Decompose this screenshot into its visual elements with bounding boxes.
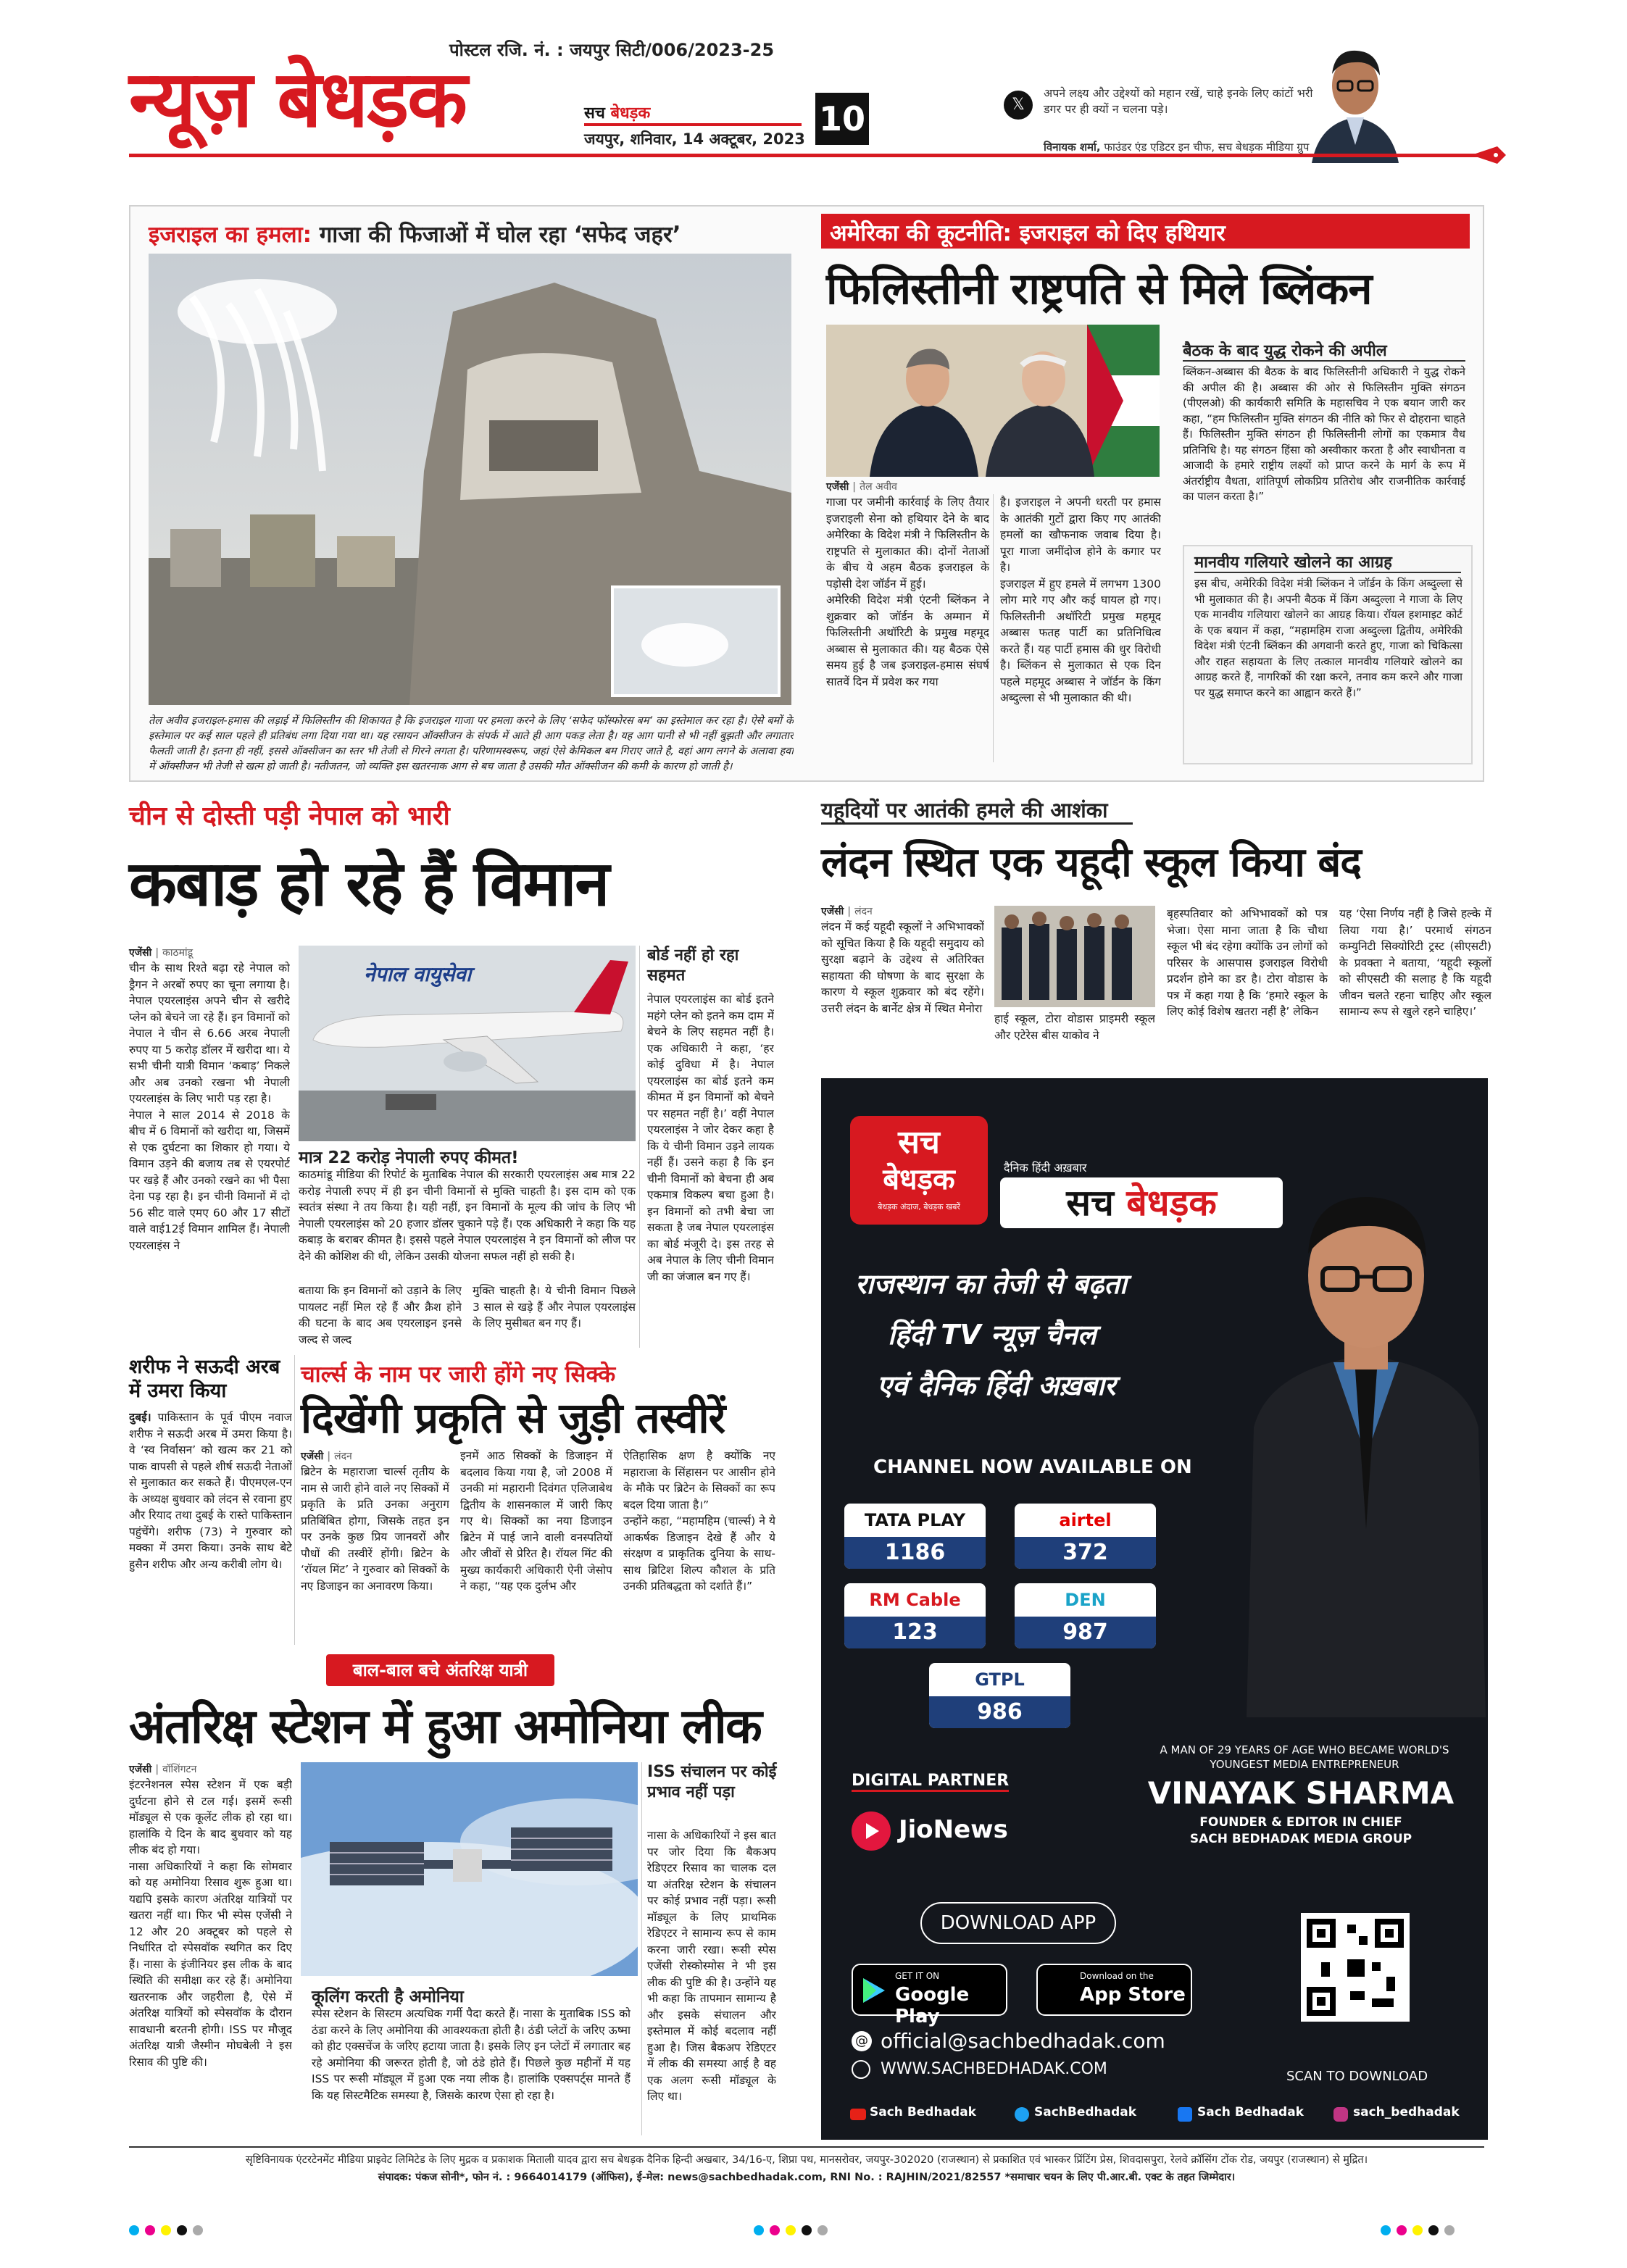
nepal-side-text: नेपाल एयरलाइंस का बोर्ड इतने महंगे प्लेन को इतने कम दाम में बेचने के लिए सहमत नहीं है। एक अधिकारी ने कहा, ‘हर कोई दुविधा में है। नेपाल एयरलाइंस का बोर्ड इतने कम कीमत में इन विमानों को बेचने पर सहमत नहीं है।’ वहीं नेपाल एयरलाइंस ने जोर देकर कहा है कि ये चीनी विमान उड़ने लायक नहीं हैं। उसने कहा है कि इन चीनी विमानों को बेचना ही अब एकमात्र विकल्प बचा हुआ है। इन विमानों को तभी बेचा जा सकता है जब नेपाल एयरलाइंस का बोर्ड मंजूरी दे। इस तरह से अब नेपाल के लिए चीनी विमान जी का जंजाल बन गए हैं। — [647, 993, 774, 1283]
digital-partner-label: DIGITAL PARTNER — [852, 1772, 1009, 1792]
ad-presenter-photo — [1247, 1152, 1486, 1717]
ad-website[interactable]: WWW.SACHBEDHADAK.COM — [881, 2060, 1107, 2078]
nepal-sub-text: काठमांडू मीडिया की रिपोर्ट के मुताबिक नेपाल की सरकारी एयरलाइंस अब मात्र 22 करोड़ नेपाली रुपए में ही इन चीनी विमानों से मुक्ति चाहती है। इस दाम को एक स्वतंत्र संस्था ने तय किया है। यही नहीं, इन विमानों के मूल्य की जांच के लिए भी नेपाली एयरलाइंस को 20 हजार डॉलर चुकाने पड़े हैं। एक अधिकारी ने कहा कि यह कबाड़ के बराबर कीमत है। इससे पहले नेपाल एयरलाइंस ने इन विमानों को लीज पर देने की कोशिश की थी, लेकिन उसकी योजना सफल नहीं हो सकी है। — [299, 1168, 636, 1263]
coins-col1: ब्रिटेन के महाराजा चार्ल्स तृतीय के नाम से जारी होने वाले नए सिक्कों में प्रकृति के प्रति उनका अनुराग प्रतिबिंबित होगा, जिसके तहत इन पर उनके कुछ प्रिय जानवरों और पौधों की तस्वीरें होंगी। ब्रिटेन के ‘रॉयल मिंट’ ने गुरुवार को सिक्कों के नए डिजाइन का अनावरण किया। — [301, 1465, 449, 1593]
blinken-abbas-photo — [826, 325, 1160, 477]
coins-headline: दिखेंगी प्रकृति से जुड़ी तस्वीरें — [301, 1393, 725, 1443]
channel-airtel: airtel 372 — [1015, 1504, 1156, 1569]
channel-rm-cable: RM Cable 123 — [844, 1583, 986, 1648]
registration-dots-center — [754, 2225, 833, 2238]
nepal-side-title: बोर्ड नहीं हो रहा सहमत — [647, 946, 739, 985]
ad-role-2: SACH BEDHADAK MEDIA GROUP — [1189, 1832, 1412, 1846]
email-icon: @ — [852, 2031, 872, 2051]
blinken-col1: गाजा पर जमीनी कार्रवाई के लिए तैयार इजराइली सेना को हथियार देने के बाद अमेरिका के विदेश मंत्री ने फिलिस्तीन के राष्ट्रपति से मुलाकात की। दोनों नेताओं के बीच ये अहम बैठक इजराइल के पड़ोसी देश जॉर्डन में हुई। अमेरिकी विदेश मंत्री एंटनी ब्लिंकन ने शुक्रवार को जॉर्डन के अम्मान में फिलिस्तीनी अथॉरिटी के प्रमुख महमूद अब्बास से मुलाकात की। यह बैठक ऐसे समय हुई है जब इजराइल-हमास संघर्ष सातवें दिन में प्रवेश कर गया — [826, 496, 989, 688]
google-play-icon — [862, 1977, 886, 2004]
ad-presenter-name: VINAYAK SHARMA — [1147, 1775, 1455, 1811]
ad-tagline-2: हिंदी TV न्यूज़ चैनल — [888, 1319, 1097, 1351]
jionews-logo-icon — [852, 1812, 891, 1851]
channel-tata-play: TATA PLAY 1186 — [844, 1504, 986, 1569]
blinken-side2-title: मानवीय गलियारे खोलने का आग्रह — [1194, 554, 1392, 572]
plane-livery-text: नेपाल वायुसेवा — [364, 962, 472, 986]
blinken-headline: फिलिस्तीनी राष्ट्रपति से मिले ब्लिंकन — [826, 264, 1372, 314]
coins-kicker: चार्ल्स के नाम पर जारी होंगे नए सिक्के — [301, 1362, 616, 1388]
masthead-tag: सच बेधड़क — [584, 104, 651, 122]
london-col1: लंदन में कई यहूदी स्कूलों ने अभिभावकों को सूचित किया है कि यहूदी समुदाय को सुरक्षा बढ़ाने के उद्देश्य से अतिरिक्त सहायता की घोषणा के बाद सुरक्षा के कारण ये स्कूल शुक्रवार को बंद रहेंगे। उत्तरी लंदन के बार्नेट क्षेत्र में स्थित मेनोरा — [821, 920, 984, 1015]
nepal-headline: कबाड़ हो रहे हैं विमान — [129, 848, 609, 920]
ad-bio: A MAN OF 29 YEARS OF AGE WHO BECAME WORLD'S YOUNGEST MEDIA ENTREPRENEUR — [1160, 1743, 1449, 1771]
blinken-side1-title: बैठक के बाद युद्ध रोकने की अपील — [1183, 342, 1387, 360]
footer-editor: संपादक: पंकज सोनी*, फोन नं. : 9664014179 (ऑफिस), ई-मेल: news@sachbedhadak.com, RNI No. : RAJHIN/2021/82557 *समाचार चयन के लिए पी.आर.बी. एक्ट के तहत जिम्मेदार। — [378, 2172, 1236, 2183]
channel-gtpl: GTPL 986 — [929, 1663, 1070, 1728]
jionews-label: JioNews — [899, 1815, 1008, 1844]
coins-dateline: एजेंसी | लंदन — [301, 1451, 352, 1462]
iss-sub-text: स्पेस स्टेशन के सिस्टम अत्यधिक गर्मी पैदा करते हैं। नासा के मुताबिक ISS को ठंडा करने के लिए अमोनिया की आवश्यकता होती है। ठंडी प्लेटों के जरिए ऊष्मा को हीट एक्सचेंज के जरिए हटाया जाता है। इसके लिए इन प्लेटों में लगातार बह रहे अमोनिया की जरूरत होती है, जो ठंडे होते हैं। पिछले कुछ महीनों में यह ISS पर रूसी मॉड्यूल में हुआ एक नया लीक है। हालांकि एक्सपर्ट्स मानते हैं कि यह सिस्टमैटिक समस्या है, जिसके कारण ऐसा हो रहा है। — [312, 2007, 631, 2102]
coins-col3: ऐतिहासिक क्षण है क्योंकि नए महाराजा के सिंहासन पर आसीन होने के मौके पर ब्रिटेन के सिक्कों का रूप बदल दिया जाता है।” उन्होंने कहा, “महामहिम (चार्ल्स) ने ये आकर्षक डिजाइन देखे हैं और ये संरक्षण व प्राकृतिक दुनिया के साथ-साथ ब्रिटिश शिल्प कौशल के प्रति उनकी प्रतिबद्धता को दर्शाते हैं।” — [623, 1449, 775, 1593]
blinken-side1: ब्लिंकन-अब्बास की बैठक के बाद फिलिस्तीनी अधिकारी ने युद्ध रोकने की अपील की है। अब्बास की ओर से फिलिस्तीन मुक्ति संगठन (पीएलओ) की कार्यकारी समिति के महासचिव ने एक बयान जारी कर कहा, “हम फिलिस्तीन मुक्ति संगठन की नीति को फिर से दोहराना चाहते हैं। फिलिस्तीन मुक्ति संगठन ही फिलिस्तीनी लोगों का एकमात्र वैध प्रतिनिधि है। यह संगठन हिंसा को अस्वीकार करता है और स्वाधीनता व आजादी के हमारे राष्ट्रीय लक्ष्यों को प्राप्त करने के मार्ग के रूप में अंतर्राष्ट्रीय वैधता, शांतिपूर्ण लोकप्रिय प्रतिरोध और राजनीतिक कार्रवाई का पालन करता है।” — [1183, 365, 1465, 503]
founder-photo — [1304, 29, 1406, 163]
gaza-smoke-photo — [149, 254, 791, 705]
israel-caption: तेल अवीव इजराइल-हमास की लड़ाई में फिलिस्तीन की शिकायत है कि इजराइल गाजा पर हमला करने के लिए ‘सफेद फॉस्फोरस बम’ का इस्तेमाल कर रहा है। ऐसे बमों के इस्तेमाल पर कई साल पहले ही प्रतिबंध लगा दिया गया था। यह रसायन ऑक्सीजन के संपर्क में आते ही आग पकड़ लेता है। यह आग पानी से भी नहीं बुझती और लगातार फैलती जाती है। इतना ही नहीं, इससे ऑक्सीजन का स्तर भी तेजी से गिरने लगता है। परिणामस्वरूप, जहां ऐसे केमिकल बम गिराए जाते है, वहां आग लगने के अलावा हवा में ऑक्सीजन भी तेजी से खत्म हो जाती है। नतीजतन, जो व्यक्ति इस खतरनाक आग से बच जाता है उसकी मौत ऑक्सीजन की कमी के कारण हो जाती है। — [149, 715, 794, 772]
iss-col1: इंटरनेशनल स्पेस स्टेशन में एक बड़ी दुर्घटना होने से टल गई। इसमें रूसी मॉड्यूल से एक कूलेंट लीक हो रहा था। हालांकि ये दिन के बाद बुधवार को यह लीक बंद हो गया। नासा अधिकारियों ने कहा कि सोमवार को यह अमोनिया रिसाव शुरू हुआ था। यद्यपि इसके कारण अंतरिक्ष यात्रियों पर खतरा नहीं था। फिर भी स्पेस एजेंसी ने 12 और 20 अक्टूबर को पहले से निर्धारित दो स्पेसवॉक स्थगित कर दिए हैं। नासा के इंजीनियर इस लीक के बाद स्थिति की समीक्षा कर रहे हैं। अमोनिया खतरनाक और जहरीला है, ऐसे में अंतरिक्ष यात्रियों को स्पेसवॉक के दौरान सावधानी बरतनी होगी। ISS पर मौजूद अंतरिक्ष यात्री जैस्मीन मोघबेली ने इस रिसाव की पुष्टि की। — [129, 1778, 292, 2069]
download-app-button[interactable]: DOWNLOAD APP — [920, 1902, 1116, 1944]
iss-headline: अंतरिक्ष स्टेशन में हुआ अमोनिया लीक — [129, 1698, 762, 1754]
twitter-icon — [1015, 2107, 1029, 2122]
iss-sub-title: कूलिंग करती है अमोनिया — [312, 1988, 464, 2006]
social-youtube[interactable]: Sach Bedhadak — [870, 2105, 976, 2119]
quote-author: विनायक शर्मा, फाउंडर एंड एडिटर इन चीफ, सच बेधड़क मीडिया ग्रुप — [1044, 141, 1310, 154]
page-number: 10 — [815, 93, 869, 145]
blinken-banner-text: अमेरिका की कूटनीति: इजराइल को दिए हथियार — [830, 220, 1226, 246]
ad-brand-main: सच बेधड़क — [1000, 1177, 1283, 1228]
blinken-dateline: एजेंसी | तेल अवीव — [826, 481, 897, 493]
london-kicker: यहूदियों पर आतंकी हमले की आशंका — [821, 798, 1108, 822]
sharif-headline: शरीफ ने सऊदी अरब में उमरा किया — [129, 1356, 280, 1402]
nepal-kicker: चीन से दोस्ती पड़ी नेपाल को भारी — [129, 801, 450, 831]
london-col4: यह ‘ऐसा निर्णय नहीं है जिसे हल्के में लिया गया है।’ परमार्थ संगठन कम्युनिटी सिक्योरिटी ट्रस्ट (सीएसटी) के प्रवक्ता ने बताया, ‘यहूदी स्कूलों को सीएसटी की सलाह है कि यहूदी जीवन चलते रहना चाहिए और स्कूल सामान्य रूप से खुले रहने चाहिए।’ — [1339, 907, 1491, 1018]
pen-nib-icon — [1471, 145, 1506, 165]
sharif-text: दुबई। पाकिस्तान के पूर्व पीएम नवाज शरीफ ने सऊदी अरब में उमरा किया है। वे ‘स्व निर्वासन’ को खत्म कर 21 को पाक वापसी से पहले शीर्ष सऊदी नेताओं से मुलाकात कर सकते हैं। पीएमएल-एन के अध्यक्ष बुधवार को लंदन से रवाना हुए और रियाद तथा दुबई के रास्ते पाकिस्तान पहुंचेंगे। शरीफ (73) ने गुरुवार को मक्का में उमरा किया। उनके साथ बेटे हुसैन शरीफ और अन्य करीबी लोग थे। — [129, 1411, 292, 1571]
nepal-col2: बताया कि इन विमानों को उड़ाने के लिए पायलट नहीं मिल रहे हैं और क्रैश होने की घटना के बाद अब एयरलाइन इनसे जल्द से जल्द — [299, 1284, 462, 1346]
london-headline: लंदन स्थित एक यहूदी स्कूल किया बंद — [821, 839, 1362, 886]
masthead-logo: न्यूज़ बेधड़क — [129, 54, 467, 145]
coins-col2: इनमें आठ सिक्कों के डिजाइन में बदलाव किया गया है, जो 2008 में उनकी मां महारानी दिवंगत एलिजाबेथ द्वितीय के शासनकाल में जारी किए गए थे। सिक्कों का नया डिजाइन ब्रिटेन में पाई जाने वाली वनस्पतियों और जीवों से प्रेरित है। रॉयल मिंट की मुख्य कार्यकारी अधिकारी ऐनी जेसोप ने कहा, “यह एक दुर्लभ और — [460, 1449, 612, 1593]
iss-dateline: एजेंसी | वॉशिंगटन — [129, 1764, 197, 1775]
masthead-dateline: जयपुर, शनिवार, 14 अक्टूबर, 2023 — [584, 130, 805, 148]
london-dateline: एजेंसी | लंदन — [821, 906, 873, 917]
nepal-col3: मुक्ति चाहती है। ये चीनी विमान पिछले 3 साल से खड़े हैं और नेपाल एयरलाइंस के लिए मुसीबत बन गए हैं। — [473, 1284, 636, 1330]
nepal-col1: चीन के साथ रिश्ते बढ़ा रहे नेपाल को ड्रैगन ने अरबों रुपए का चूना लगाया है। नेपाल एयरलाइंस अपने चीन से खरीदे प्लेन को बेचने जा रहे हैं। इन विमानों को नेपाल ने चीन से 6.66 अरब नेपाली रुपए या 5 करोड़ डॉलर में खरीदा था। ये सभी चीनी यात्री विमान ‘कबाड़’ निकले और अब उनको रखना भी नेपाली एयरलाइंस के लिए भारी पड़ रहा है। नेपाल ने साल 2014 से 2018 के बीच में 6 विमानों को खरीदा था, जिसमें से एक दुर्घटना का शिकार हो गया। ये विमान उड़ने की बजाय तब से एयरपोर्ट पर खड़े हैं और उनको रखने का भी पैसा देना पड़ रहा है। इन चीनी विमानों में दो 56 सीट वाले एमए 60 और 17 सीटों वाले वाई12ई विमान शामिल हैं। नेपाली एयरलाइंस ने — [129, 962, 290, 1252]
london-col3: बृहस्पतिवार को अभिभावकों को पत्र भेजा। ऐसा माना जाता है कि चौथा स्कूल भी बंद रहेगा क्योंकि उन लोगों को परिसर के आसपास इजराइल विरोधी प्रदर्शन होने का डर है। टोरा वोडास के पत्र में कहा गया है कि ‘हमारे स्कूल के लिए कोई विशेष खतरा नहीं है’ लेकिन — [1167, 907, 1328, 1018]
nepal-sub-title: मात्र 22 करोड़ नेपाली रुपए कीमत! — [299, 1148, 519, 1167]
qr-code — [1301, 1913, 1410, 2022]
registration-dots-right — [1381, 2225, 1460, 2238]
iss-photo — [301, 1762, 638, 1976]
iss-kicker: बाल-बाल बचे अंतरिक्ष यात्री — [326, 1654, 554, 1686]
postal-registration: पोस्टल रजि. नं. : जयपुर सिटी/006/2023-25 — [449, 40, 775, 60]
nepal-plane-photo — [299, 946, 636, 1141]
globe-icon — [852, 2060, 870, 2079]
london-school-photo — [994, 906, 1155, 1007]
blinken-col2: है। इजराइल ने अपनी धरती पर हमास के आतंकी गुटों द्वारा किए गए आतंकी हमलों का खौफनाक जवाब दिया है। पूरा गाजा जमींदोज होने के कगार पर है। इजराइल में हुए हमले में लगभग 1300 लोग मारे गए और कई घायल हो गए। फिलिस्तीनी अथॉरिटी प्रमुख महमूद अब्बास फतह पार्टी का प्रतिनिधित्व करते हैं। यह पार्टी हमास की धुर विरोधी है। ब्लिंकन से मुलाकात से एक दिन पहले महमूद अब्बास ने जॉर्डन के किंग अब्दुल्ला से भी मुलाकात की थी। — [1000, 496, 1161, 704]
ad-tagline-1: राजस्थान का तेजी से बढ़ता — [855, 1268, 1127, 1300]
social-facebook[interactable]: Sach Bedhadak — [1197, 2105, 1304, 2119]
social-instagram[interactable]: sach_bedhadak — [1353, 2105, 1460, 2119]
ad-email[interactable]: official@sachbedhadak.com — [881, 2029, 1165, 2053]
x-logo-icon: 𝕏 — [1004, 91, 1033, 120]
social-twitter[interactable]: SachBedhadak — [1034, 2105, 1137, 2119]
masthead-quote: अपने लक्ष्य और उद्देश्यों को महान रखें, चाहे इनके लिए कांटों भरी डगर पर ही क्यों न चलना पड़े। — [1044, 86, 1313, 116]
london-col2: हाई स्कूल, टोरा वोडास प्राइमरी स्कूल और एटेरेस बीस याकोव ने — [994, 1012, 1155, 1042]
iss-side-title: ISS संचालन पर कोई प्रभाव नहीं पड़ा — [647, 1763, 777, 1801]
channel-heading: CHANNEL NOW AVAILABLE ON — [873, 1456, 1192, 1478]
israel-banner: इजराइल का हमला: गाजा की फिजाओं में घोल रहा ‘सफेद जहर’ — [149, 222, 681, 248]
ad-role-1: FOUNDER & EDITOR IN CHIEF — [1199, 1815, 1402, 1830]
ad-brand-small: दैनिक हिंदी अख़बार — [1004, 1161, 1087, 1175]
nepal-dateline: एजेंसी | काठमांडू — [129, 947, 194, 959]
app-store-button[interactable]: Download on the App Store — [1036, 1964, 1192, 2016]
instagram-icon — [1333, 2107, 1348, 2122]
channel-den: DEN 987 — [1015, 1583, 1156, 1648]
blinken-side2: इस बीच, अमेरिकी विदेश मंत्री ब्लिंकन ने जॉर्डन के किंग अब्दुल्ला से भी मुलाकात की है। अपनी बैठक में किंग अब्दुल्ला ने गाजा के लिए एक मानवीय गलियारा खोलने का आग्रह किया। रॉयल हशमाइट कोर्ट के एक बयान में कहा, “महामहिम राजा अब्दुल्ला द्वितीय, अमेरिकी विदेश मंत्री एंटनी ब्लिंकन की अगवानी करते हुए, गाजा को चिकित्सा और राहत सहायता के लिए तत्काल मानवीय गलियारे खोलने का आग्रह करते हैं, नागरिकों की रक्षा करने, तनाव कम करने और गाजा पर युद्ध समाप्त करने का आह्वान करते हैं।” — [1194, 577, 1462, 699]
scan-label: SCAN TO DOWNLOAD — [1286, 2069, 1428, 2084]
ad-logo: सच बेधड़क बेधड़क अंदाज, बेधड़क खबरें — [850, 1116, 988, 1225]
facebook-icon — [1178, 2107, 1192, 2122]
youtube-icon — [850, 2109, 866, 2120]
registration-dots-left — [129, 2225, 209, 2238]
google-play-button[interactable]: GET IT ON Google Play — [852, 1964, 1007, 2016]
footer-imprint: सृष्टिविनायक एंटरटेनमेंट मीडिया प्राइवेट लिमिटेड के लिए मुद्रक व प्रकाशक मिताली यादव द्वारा सच बेधड़क दैनिक हिन्दी अखबार, 34/16-ए, शिप्रा पथ, मानसरोवर, जयपुर-302020 (राजस्थान) से प्रकाशित एवं भास्कर प्रिंटिंग प्रेस, शिवदासपुरा, रेलवे क्रॉसिंग टोंक रोड, जयपुर (राजस्थान) से मुद्रित। — [245, 2154, 1368, 2166]
iss-side-text: नासा के अधिकारियों ने इस बात पर जोर दिया कि बैकअप रेडिएटर रिसाव का चालक दल या अंतरिक्ष स्टेशन के संचालन पर कोई प्रभाव नहीं पड़ा। रूसी मॉड्यूल के लिए प्राथमिक रेडिएटर ने सामान्य रूप से काम करना जारी रखा। रूसी स्पेस एजेंसी रोस्कोस्मोस ने भी इस लीक की पुष्टि की है। उन्होंने यह भी कहा कि तापमान सामान्य है और इसके संचालन और इस्तेमाल में कोई बदलाव नहीं हुआ है। जिस बैकअप रेडिएटर में लीक की समस्या आई है वह एक अलग रूसी मॉड्यूल के लिए था। — [647, 1829, 776, 2103]
ad-tagline-3: एवं दैनिक हिंदी अख़बार — [877, 1369, 1116, 1401]
